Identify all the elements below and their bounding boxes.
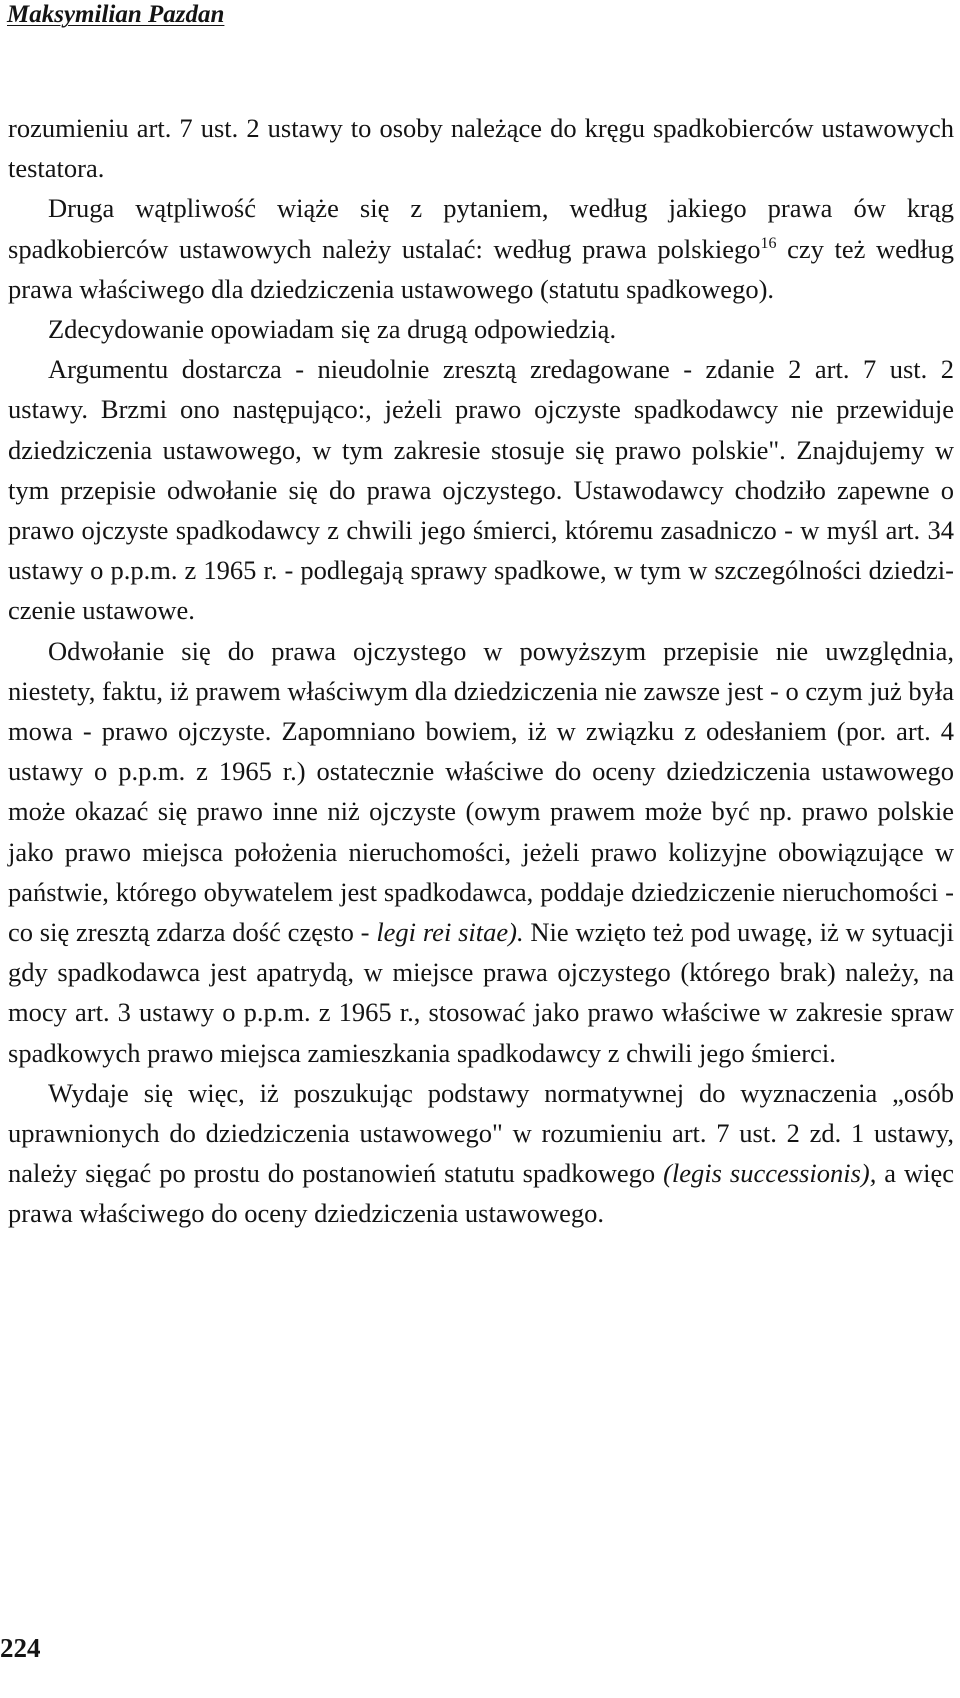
paragraph-4: Argumentu dostarcza - nieudolnie zresztą zredagowane - zdanie 2 art. 7 ust. 2 ustawy. Brzmi ono następująco:, jeżeli prawo ojczyste spadkodawcy nie przewiduje dziedziczenia ustawowego, w tym zakresie stosuje się prawo polskie". Znajdujemy w tym przepisie odwołanie się do prawa ojczystego. Ustawodawcy chodziło zapewne o prawo ojczyste spadkodawcy z chwili jego śmierci, któremu zasadniczo - w myśl art. 34 ustawy o p.p.m. z 1965 r. - podlegają sprawy spadkowe, w tym w szczególności dziedziczenie ustawowe. [8, 354, 954, 626]
paragraph-6 [8, 1073, 954, 1234]
running-head-author: Maksymilian Pazdan [7, 1, 225, 28]
paragraph-5-text-b: Nie wzięto też pod uwagę, iż w sytuacji gdy spadkodawca jest apatrydą, w miejsce prawa ojczystego (którego brak) należy, na mocy art. 3 ustawy o p.p.m. z 1965 r., stosować jako prawo właściwe w zakresie spraw spadkowych prawo miejsca zamieszkania spadkodawcy z chwili jego śmierci. [8, 917, 954, 1068]
paragraph-5 [8, 631, 954, 1073]
page-number: 224 [0, 1633, 41, 1663]
footnote-reference: 16 [760, 234, 777, 252]
body-text [8, 108, 954, 1234]
paragraph-6-text-a: Wydaje się więc, iż poszukując podstawy normatywnej do wyznaczenia „osób uprawnionych do dziedziczenia ustawowego" w rozumieniu art. 7 ust. 2 zd. 1 ustawy, należy sięgać po prostu do postanowień statutu spadkowego [8, 1077, 954, 1189]
paragraph-6-italic-term: (legis successionis), [663, 1158, 877, 1189]
paragraph-6-text-b: a więc prawa właściwego do oceny dziedziczenia ustawowego. [8, 1158, 954, 1229]
paragraph-2 [8, 188, 954, 309]
paragraph-2-text-b: czy też według prawa właściwego dla dziedziczenia ustawowego (statutu spadkowego). [8, 233, 954, 304]
paragraph-1: rozumieniu art. 7 ust. 2 ustawy to osoby należące do kręgu spadkobierców ustawowych testatora. [8, 113, 954, 184]
paragraph-5-italic-term: legi rei sitae). [376, 917, 524, 948]
paragraph-5-text-a: Odwołanie się do prawa ojczystego w powyższym przepisie nie uwzględnia, niestety, faktu, iż prawem właściwym dla dziedziczenia nie zawsze jest - o czym już była mowa - prawo ojczyste. Zapomniano bowiem, iż w związku z odesłaniem (por. art. 4 ustawy o p.p.m. z 1965 r.) ostatecznie właściwe do oceny dziedziczenia ustawowego może okazać się prawo inne niż ojczyste (owym prawem może być np. prawo polskie jako prawo miejsca położenia nieruchomości, jeżeli prawo kolizyjne obowiązujące w państwie, którego obywatelem jest spadkodawca, poddaje dziedziczenie nieruchomości - co się zresztą zdarza dość często - [8, 635, 955, 948]
paragraph-3: Zdecydowanie opowiadam się za drugą odpowiedzią. [48, 314, 617, 345]
paragraph-2-text-a: Druga wątpliwość wiąże się z pytaniem, według jakiego prawa ów krąg spadkobierców ustawowych należy ustalać: według prawa polskiego [8, 193, 954, 264]
